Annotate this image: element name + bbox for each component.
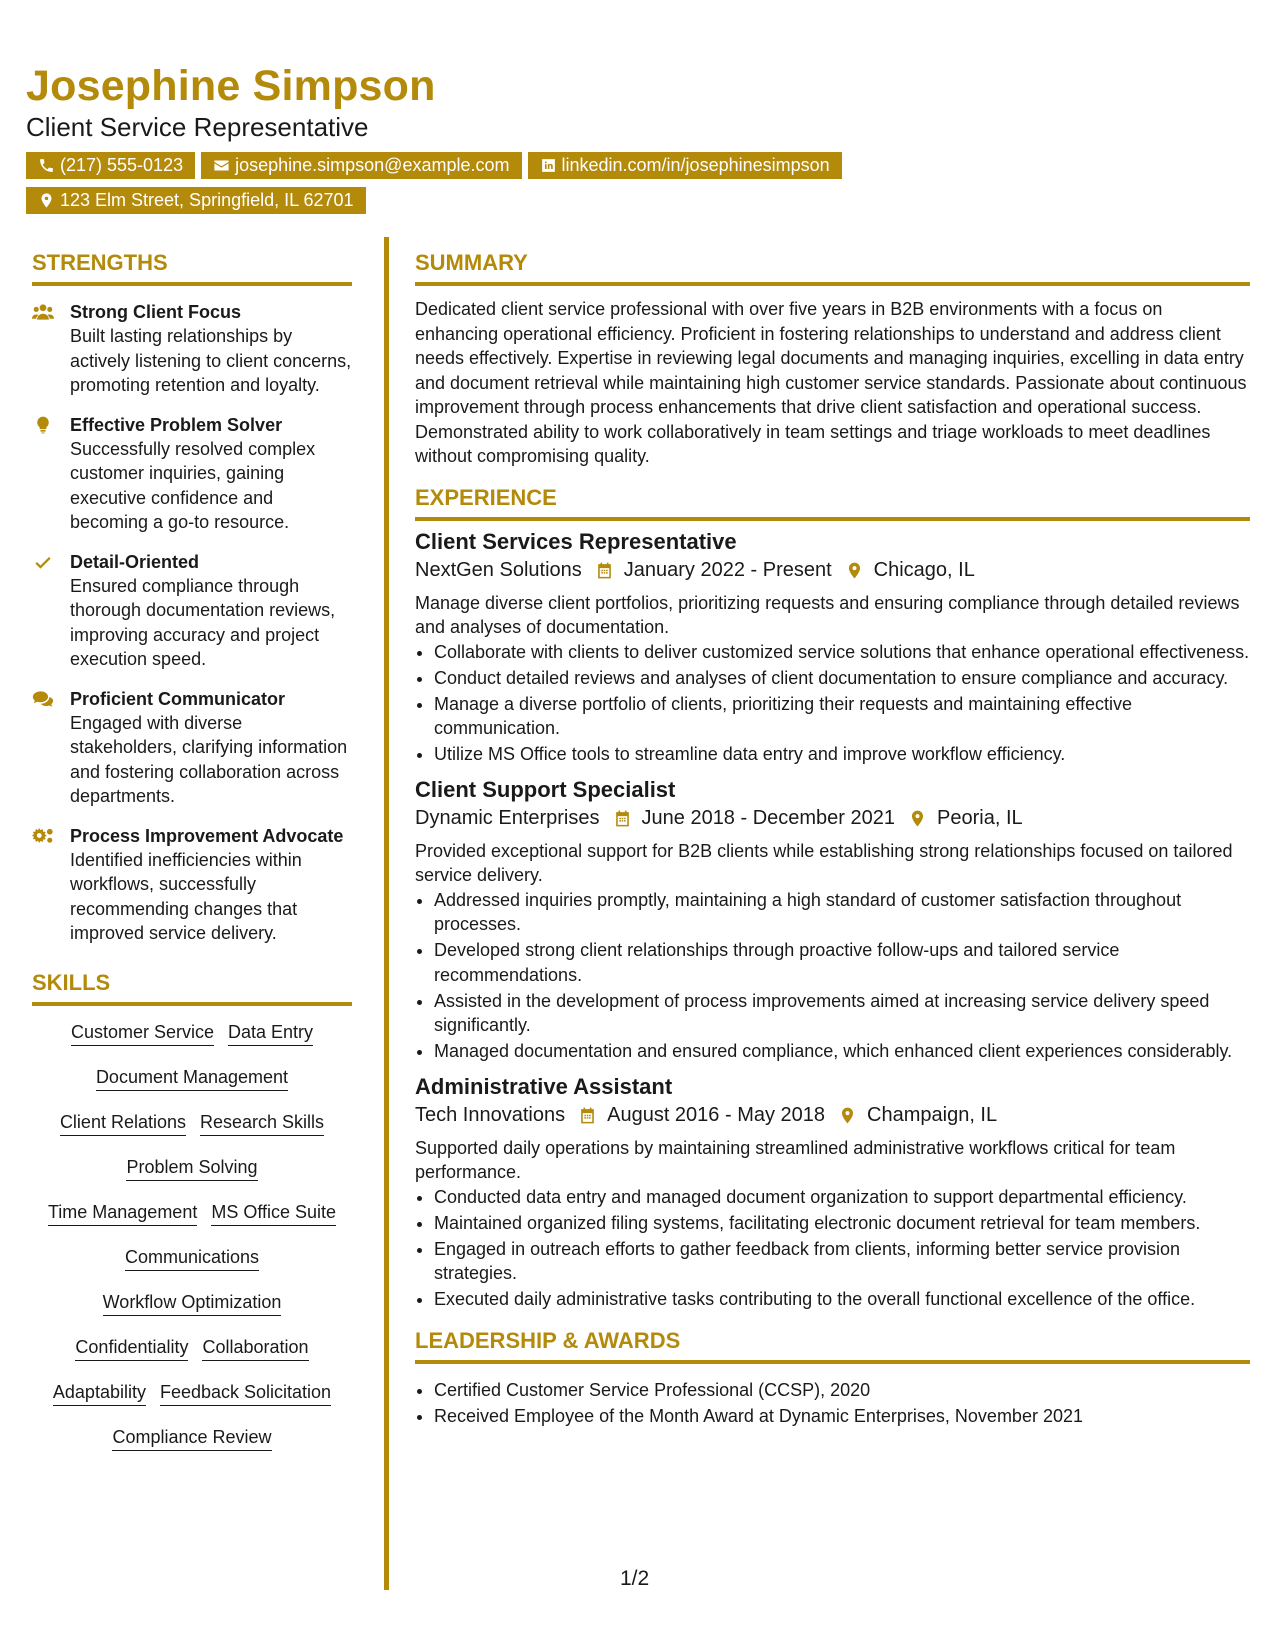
skill-row — [32, 1380, 352, 1406]
contact-bar — [26, 152, 946, 222]
contact-chip[interactable] — [528, 152, 842, 179]
strength-name: Strong Client Focus — [70, 302, 241, 322]
strength-name: Effective Problem Solver — [70, 414, 283, 435]
calendar-icon — [582, 561, 624, 580]
skill-tag: MS Office Suite — [211, 1200, 336, 1226]
skill-tag: Document Management — [96, 1065, 288, 1091]
job-bullet: • Developed strong client relationships through proactive follow-ups and tailored service recommendations. — [434, 938, 1250, 987]
job-summary: Manage diverse client portfolios, prioritizing requests and ensuring compliance through detailed reviews and analyses of documentation. — [415, 592, 1240, 637]
skill-row — [32, 1290, 352, 1316]
award-item: • Received Employee of the Month Award at Dynamic Enterprises, November 2021 — [434, 1404, 1250, 1429]
skill-row — [32, 1155, 352, 1181]
skill-tag: Research Skills — [200, 1110, 324, 1136]
job-bullet: • Executed daily administrative tasks contributing to the overall functional excellence of the office. — [434, 1287, 1250, 1312]
skill-tag: Problem Solving — [126, 1155, 257, 1181]
awards-list — [415, 1378, 1250, 1429]
job-bullet: • Conducted data entry and managed document organization to support departmental efficiency. — [434, 1185, 1250, 1210]
strength-item — [32, 687, 352, 809]
job-bullet: • Maintained organized filing systems, facilitating electronic document retrieval for team members. — [434, 1211, 1250, 1236]
contact-text: (217) 555-0123 — [60, 155, 184, 175]
candidate-name: Josephine Simpson — [26, 62, 436, 110]
job-bullets — [415, 888, 1250, 1064]
award-item: • Certified Customer Service Professional (CCSP), 2020 — [434, 1378, 1250, 1403]
skill-tag: Feedback Solicitation — [160, 1380, 331, 1406]
job-entry — [415, 529, 1250, 767]
skill-tag: Adaptability — [53, 1380, 146, 1406]
skill-tag: Customer Service — [71, 1020, 214, 1046]
job-bullet: • Engaged in outreach efforts to gather feedback from clients, informing better service provision strategies. — [434, 1237, 1250, 1286]
column-divider — [384, 237, 389, 1590]
skill-row — [32, 1425, 352, 1451]
contact-chip[interactable] — [26, 187, 366, 214]
job-location: Peoria, IL — [937, 806, 1023, 829]
strength-description: Built lasting relationships by actively listening to client concerns, promoting retention and loyalty. — [70, 326, 352, 395]
skill-tag: Compliance Review — [112, 1425, 271, 1451]
job-bullet: • Addressed inquiries promptly, maintaining a high standard of customer satisfaction throughout processes. — [434, 888, 1250, 937]
job-bullets — [415, 1185, 1250, 1312]
experience-list — [415, 529, 1250, 1312]
job-bullet: • Utilize MS Office tools to streamline data entry and improve workflow efficiency. — [434, 742, 1250, 767]
job-dates: August 2016 - May 2018 — [607, 1103, 826, 1126]
strengths-heading: STRENGTHS — [32, 250, 352, 286]
strength-body — [70, 550, 352, 672]
skill-row — [32, 1200, 352, 1226]
job-bullets — [415, 640, 1250, 767]
phone-icon — [38, 157, 55, 174]
job-summary: Provided exceptional support for B2B clients while establishing strong relationships focused on tailored service delivery. — [415, 840, 1233, 885]
job-entry — [415, 1074, 1250, 1312]
company-name: Dynamic Enterprises — [415, 806, 600, 829]
map-marker-icon — [38, 192, 55, 209]
contact-chip[interactable] — [201, 152, 521, 179]
job-bullet: • Managed documentation and ensured compliance, which enhanced client experiences considerably. — [434, 1039, 1250, 1064]
experience-heading: EXPERIENCE — [415, 485, 1250, 521]
strength-item — [32, 824, 352, 946]
skill-row — [32, 1245, 352, 1271]
strength-body — [70, 824, 352, 946]
strength-description: Identified inefficiencies within workflows, successfully recommending changes that improved service delivery. — [70, 849, 302, 943]
strength-name: Process Improvement Advocate — [70, 825, 344, 846]
job-bullet: • Conduct detailed reviews and analyses of client documentation to ensure compliance and accuracy. — [434, 666, 1250, 691]
job-dates: June 2018 - December 2021 — [641, 806, 896, 829]
skill-row — [32, 1335, 352, 1361]
strength-description: Ensured compliance through thorough documentation reviews, improving accuracy and project execution speed. — [70, 575, 336, 669]
strength-description: Successfully resolved complex customer inquiries, gaining executive confidence and becoming a go-to resource. — [70, 438, 316, 532]
job-meta — [415, 559, 1250, 582]
strength-description: Engaged with diverse stakeholders, clarifying information and fostering collaboration across departments. — [70, 712, 348, 806]
calendar-icon — [600, 809, 642, 828]
comments-icon — [32, 687, 70, 809]
company-name: NextGen Solutions — [415, 558, 582, 581]
contact-text: 123 Elm Street, Springfield, IL 62701 — [60, 190, 354, 210]
job-title: Client Services Representative — [415, 528, 737, 554]
envelope-icon — [213, 157, 230, 174]
job-meta — [415, 807, 1250, 830]
strength-item — [32, 300, 352, 398]
job-meta — [415, 1104, 1250, 1127]
skill-row — [32, 1110, 352, 1136]
skill-tag: Client Relations — [60, 1110, 186, 1136]
job-entry — [415, 777, 1250, 1064]
job-bullet: • Manage a diverse portfolio of clients, prioritizing their requests and maintaining effective communication. — [434, 692, 1250, 741]
job-bullet: • Collaborate with clients to deliver customized service solutions that enhance operational effectiveness. — [434, 640, 1250, 665]
strength-name: Proficient Communicator — [70, 688, 286, 709]
job-title: Client Support Specialist — [415, 776, 676, 802]
strength-body — [70, 687, 352, 809]
skills-list — [32, 1020, 352, 1451]
skill-tag: Data Entry — [228, 1020, 313, 1046]
job-title-headline: Client Service Representative — [26, 112, 369, 142]
summary-text: Dedicated client service professional with over five years in B2B environments with a focus on enhancing operational efficiency. Proficient in fostering relationships to understand and address client needs effectively. Expertise in reviewing legal documents and managing inquiries, excelling in data entry and document retrieval while maintaining high customer service standards. Passionate about continuous improvement through process enhancements that drive client satisfaction and operational success. Demonstrated ability to work collaboratively in team settings and triage workloads to meet deadlines without compromising quality. — [415, 299, 1247, 466]
linkedin-icon — [540, 157, 557, 174]
map-marker-icon — [895, 809, 937, 828]
strength-item — [32, 413, 352, 535]
check-icon — [32, 550, 70, 672]
job-title: Administrative Assistant — [415, 1073, 673, 1099]
contact-text: linkedin.com/in/josephinesimpson — [561, 155, 830, 175]
skill-tag: Communications — [125, 1245, 259, 1271]
company-name: Tech Innovations — [415, 1103, 566, 1126]
skill-row — [32, 1020, 352, 1046]
calendar-icon — [565, 1106, 607, 1125]
strength-item — [32, 550, 352, 672]
job-location: Champaign, IL — [867, 1103, 998, 1126]
skill-tag: Confidentiality — [75, 1335, 188, 1361]
skill-row — [32, 1065, 352, 1091]
contact-chip[interactable] — [26, 152, 195, 179]
job-bullet: • Assisted in the development of process improvements aimed at increasing service delivery speed significantly. — [434, 989, 1250, 1038]
job-summary: Supported daily operations by maintaining streamlined administrative workflows critical for team performance. — [415, 1137, 1176, 1182]
summary-heading: SUMMARY — [415, 250, 1250, 286]
contact-text: josephine.simpson@example.com — [235, 155, 510, 175]
strength-body — [70, 300, 352, 398]
left-column — [32, 250, 352, 1470]
job-dates: January 2022 - Present — [623, 558, 832, 581]
job-location: Chicago, IL — [873, 558, 975, 581]
skills-heading: SKILLS — [32, 970, 352, 1006]
strength-body — [70, 413, 352, 535]
strength-name: Detail-Oriented — [70, 551, 200, 572]
page-number: 1/2 — [620, 1567, 650, 1590]
cogs-icon — [32, 824, 70, 946]
awards-heading: LEADERSHIP & AWARDS — [415, 1328, 1250, 1364]
skill-tag: Time Management — [48, 1200, 197, 1226]
skill-tag: Workflow Optimization — [103, 1290, 282, 1316]
map-marker-icon — [825, 1106, 867, 1125]
users-icon — [32, 300, 70, 398]
map-marker-icon — [832, 561, 874, 580]
right-column — [415, 250, 1250, 1430]
skill-tag: Collaboration — [202, 1335, 308, 1361]
strengths-list — [32, 300, 352, 946]
lightbulb-icon — [32, 413, 70, 535]
